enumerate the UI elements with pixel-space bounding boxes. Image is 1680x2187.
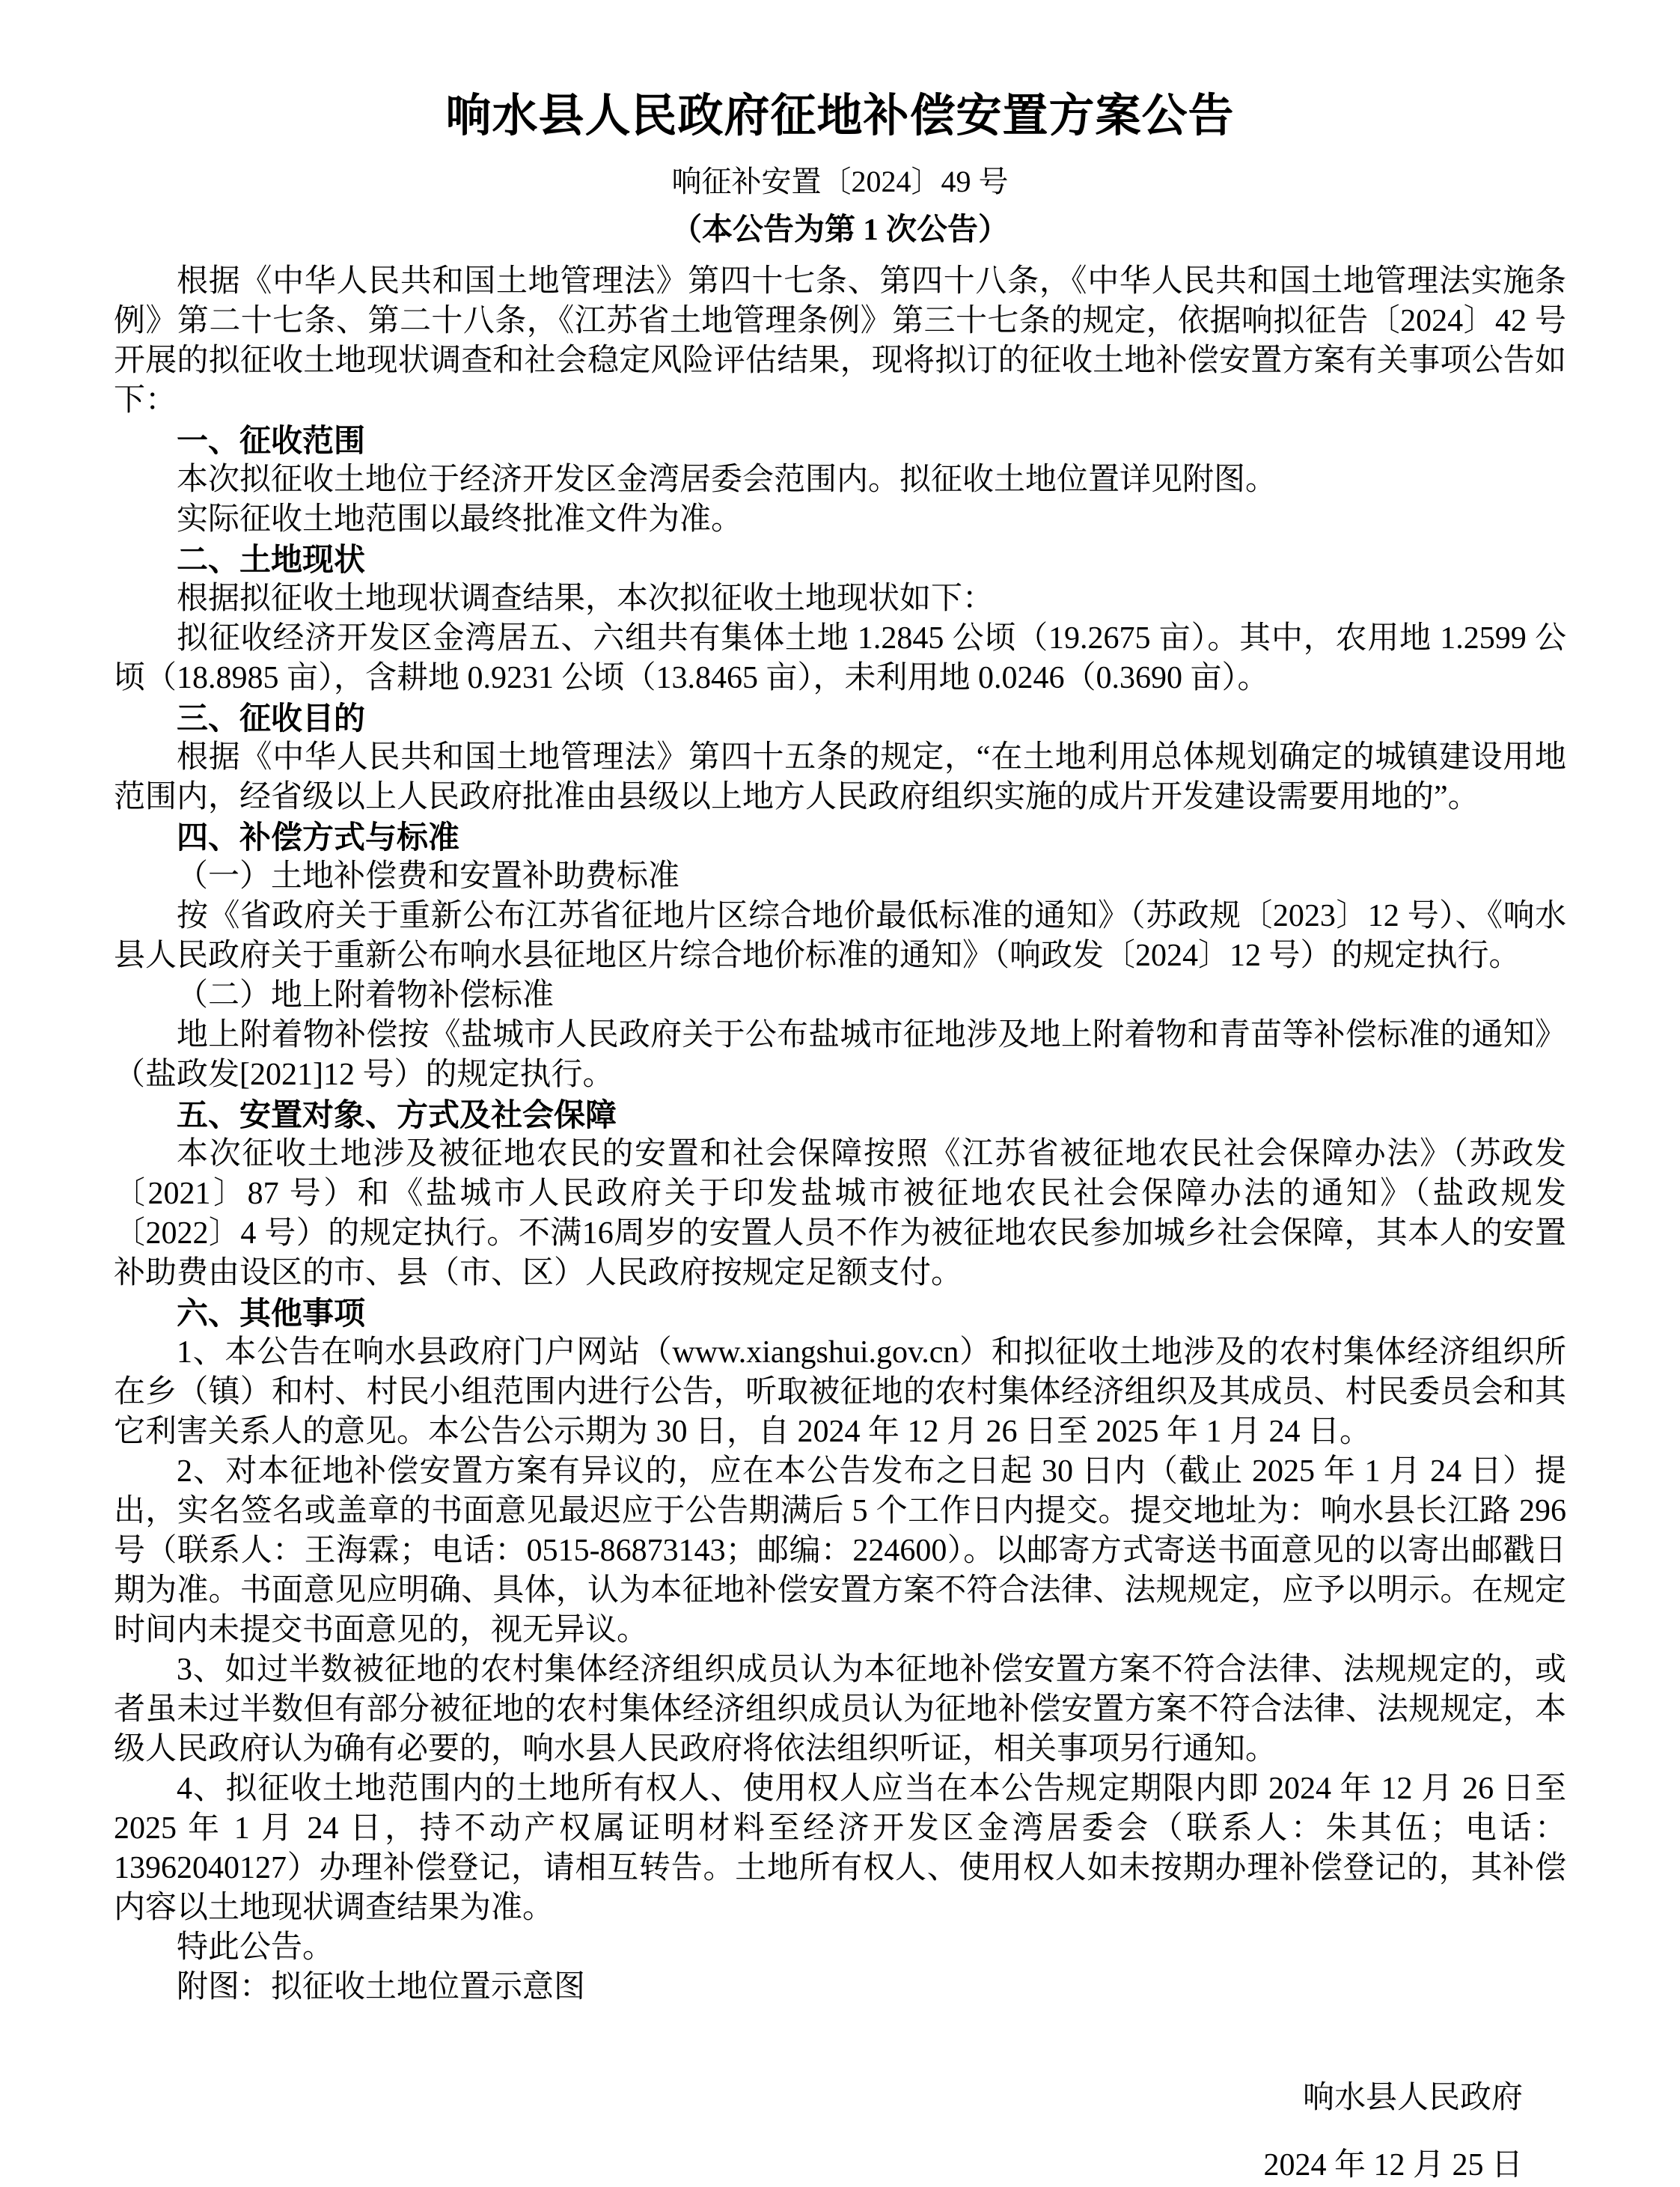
paragraph: 拟征收经济开发区金湾居五、六组共有集体土地 1.2845 公顷（19.2675 亩）。其中，农用地 1.2599 公顷（18.8985 亩），含耕地 0.9231 公顷（13.8465 亩），未利用地 0.0246（0.3690 亩）。 — [114, 621, 1566, 695]
doc-number: 响征补安置〔2024〕49 号 — [671, 165, 1009, 198]
signature-issuer: 响水县人民政府 — [1302, 2081, 1523, 2115]
intro-paragraph: 根据《中华人民共和国土地管理法》第四十七条、第四十八条，《中华人民共和国土地管理法实施条例》第二十七条、第二十八条，《江苏省土地管理条例》第三十七条的规定，依据响拟征告〔2024〕42 号开展的拟征收土地现状调查和社会稳定风险评估结果，现将拟订的征收土地补偿安置方案有关事项公告如下： — [114, 264, 1566, 418]
paragraph: 2、对本征地补偿安置方案有异议的，应在本公告发布之日起 30 日内（截止 2025 年 1 月 24 日）提出，实名签名或盖章的书面意见最迟应于公告期满后 5 个工作日内提交。提交地址为：响水县长江路 296 号（联系人：王海霖；电话：0515-86873143；邮编：224600）。以邮寄方式寄送书面意见的以寄出邮戳日期为准。书面意见应明确、具体，认为本征地补偿安置方案不符合法律、法规规定，应予以明示。在规定时间内未提交书面意见的，视无异议。 — [114, 1454, 1566, 1647]
paragraph: 1、本公告在响水县政府门户网站（www.xiangshui.gov.cn）和拟征收土地涉及的农村集体经济组织所在乡（镇）和村、村民小组范围内进行公告，听取被征地的农村集体经济组织及其成员、村民委员会和其它利害关系人的意见。本公告公示期为 30 日，自 2024 年 12 月 26 日至 2025 年 1 月 24 日。 — [114, 1335, 1566, 1449]
paragraph: （二）地上附着物补偿标准 — [177, 978, 555, 1013]
paragraph: 3、如过半数被征地的农村集体经济组织成员认为本征地补偿安置方案不符合法律、法规规定的，或者虽未过半数但有部分被征地的农村集体经济组织成员认为征地补偿安置方案不符合法律、法规规定，本级人民政府认为确有必要的，响水县人民政府将依法组织听证，相关事项另行通知。 — [114, 1653, 1566, 1766]
paragraph: 地上附着物补偿按《盐城市人民政府关于公布盐城市征地涉及地上附着物和青苗等补偿标准的通知》（盐政发[2021]12 号）的规定执行。 — [114, 1018, 1566, 1092]
section-heading-scope: 一、征收范围 — [177, 422, 366, 459]
paragraph: 根据拟征收土地现状调查结果，本次拟征收土地现状如下： — [177, 582, 995, 616]
signature-date: 2024 年 12 月 25 日 — [1263, 2148, 1523, 2183]
section-heading-land-status: 二、土地现状 — [177, 541, 366, 578]
section-heading-resettlement: 五、安置对象、方式及社会保障 — [177, 1096, 617, 1133]
paragraph: 本次征收土地涉及被征地农民的安置和社会保障按照《江苏省被征地农民社会保障办法》（苏政发〔2021〕87 号）和《盐城市人民政府关于印发盐城市被征地农民社会保障办法的通知》（盐政规发〔2022〕4 号）的规定执行。不满16周岁的安置人员不作为被征地农民参加城乡社会保障，其本人的安置补助费由设区的市、县（市、区）人民政府按规定足额支付。 — [114, 1137, 1566, 1290]
paragraph: 按《省政府关于重新公布江苏省征地片区综合地价最低标准的通知》（苏政规〔2023〕12 号）、《响水县人民政府关于重新公布响水县征地区片综合地价标准的通知》（响政发〔2024〕12 号）的规定执行。 — [114, 899, 1566, 973]
attachment-note: 附图：拟征收土地位置示意图 — [177, 1970, 586, 2004]
page-title: 响水县人民政府征地补偿安置方案公告 — [445, 89, 1235, 142]
section-heading-purpose: 三、征收目的 — [177, 700, 366, 736]
paragraph: 本次拟征收土地位于经济开发区金湾居委会范围内。拟征收土地位置详见附图。 — [177, 463, 1277, 497]
closing-statement: 特此公告。 — [177, 1930, 335, 1965]
section-heading-other-matters: 六、其他事项 — [177, 1295, 366, 1332]
paragraph: 实际征收土地范围以最终批准文件为准。 — [177, 502, 743, 537]
announcement-count-note: （本公告为第 1 次公告） — [671, 212, 1009, 246]
paragraph: （一）土地补偿费和安置补助费标准 — [177, 859, 680, 894]
paragraph: 4、拟征收土地范围内的土地所有权人、使用权人应当在本公告规定期限内即 2024 年 12 月 26 日至 2025 年 1 月 24 日，持不动产权属证明材料至经济开发区金湾居委会（联系人：朱其伍；电话：13962040127）办理补偿登记，请相互转告。土地所有权人、使用权人如未按期办理补偿登记的，其补偿内容以土地现状调查结果为准。 — [114, 1772, 1566, 1925]
section-heading-compensation: 四、补偿方式与标准 — [177, 819, 460, 855]
document-body — [114, 262, 1566, 2007]
paragraph: 根据《中华人民共和国土地管理法》第四十五条的规定，“在土地利用总体规划确定的城镇建设用地范围内，经省级以上人民政府批准由县级以上地方人民政府组织实施的成片开发建设需要用地的”。 — [114, 740, 1566, 814]
signature-block — [114, 2076, 1566, 2187]
